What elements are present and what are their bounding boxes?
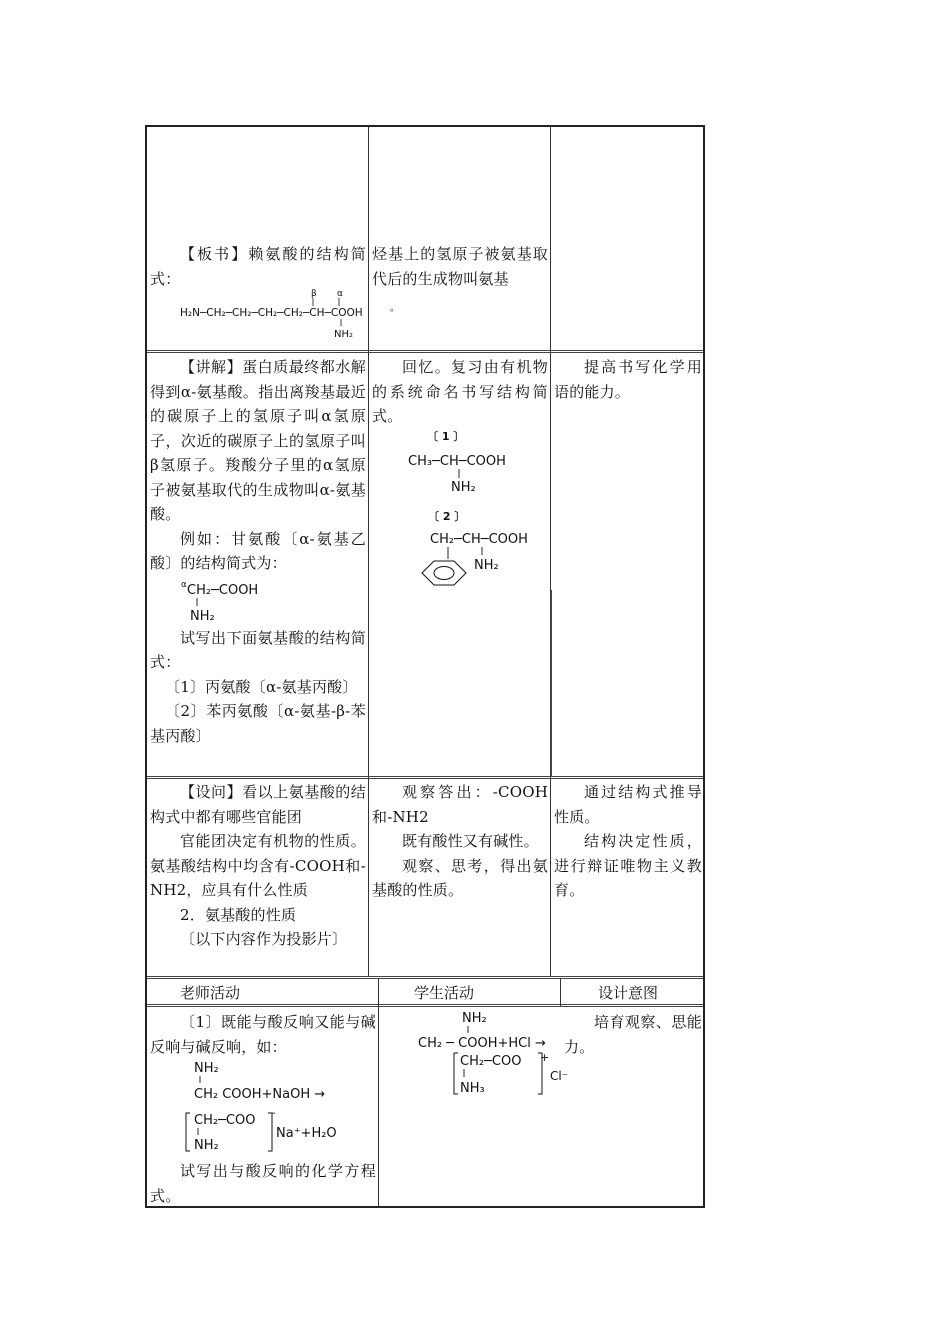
alanine-answer	[405, 428, 545, 498]
lysine-formula: H₂N─CH₂─CH₂─CH₂─CH₂─CH─COOH	[180, 307, 363, 319]
functional-group-properties: 官能团决定有机物的性质。氨基酸结构中均含有-COOH和-NH2，应具有什么性质	[150, 832, 366, 899]
glycine-formula: CH₂─COOH	[187, 583, 259, 598]
lysine-period: 。	[390, 303, 400, 314]
question-functional-groups: 【设问】看以上氨基酸的结构式中都有哪些官能团	[150, 783, 366, 826]
row2-student-cell	[372, 355, 548, 429]
intent-observation: 培育观察、思能力。	[564, 1013, 702, 1056]
projection-note: 〔以下内容作为投影片〕	[180, 930, 348, 948]
phenylalanine-nh2: NH₂	[474, 558, 499, 573]
row2-teacher-cell	[150, 355, 366, 748]
student-observation: 观察答出：-COOH和-NH2	[372, 783, 548, 826]
glycine-nh2: NH₂	[190, 609, 215, 624]
benzene-ring-icon	[422, 561, 466, 585]
bracket-left	[454, 1053, 458, 1094]
section-amino-acid-properties: 2．氨基酸的性质	[180, 905, 297, 924]
alpha-label: α	[337, 289, 343, 299]
row-divider	[147, 776, 703, 779]
row1-student-cell	[372, 242, 548, 291]
row2-intent-cell	[554, 355, 702, 404]
acid-reaction-prompt: 试写出与酸反响的化学方程式。	[150, 1162, 376, 1205]
board-note-lysine: 【板书】赖氨酸的结构简式：	[150, 245, 366, 288]
student-review: 回忆。复习由有机物的系统命名书写结构简式。	[372, 358, 548, 425]
exercise-alanine: 〔1〕丙氨酸〔α-氨基丙酸〕	[165, 677, 358, 696]
hcl-top-nh2: NH₂	[462, 1011, 487, 1026]
glycine-example: 例如：甘氨酸〔α-氨基乙酸〕的结构简式为：	[150, 529, 366, 572]
intent-dialectical: 结构决定性质，进行辩证唯物主义教育。	[554, 832, 702, 899]
glycine-structure	[180, 578, 290, 624]
column-divider	[560, 978, 561, 1006]
row1-teacher-cell	[150, 242, 366, 291]
row3-intent-cell	[554, 780, 702, 903]
bracket-left	[186, 1113, 190, 1151]
intent-chemical-language: 提高书写化学用语的能力。	[554, 358, 702, 401]
alanine-nh2: NH₂	[451, 480, 476, 495]
beta-label: β	[311, 289, 317, 299]
row-divider	[147, 1004, 703, 1007]
row-divider	[147, 976, 703, 979]
naoh-salt-nh2: NH₂	[194, 1138, 219, 1153]
naoh-reaction	[180, 1058, 370, 1158]
chloride-ion: Cl⁻	[550, 1069, 569, 1083]
hcl-salt: CH₂─COO	[460, 1054, 522, 1069]
naoh-products: Na⁺+H₂O	[276, 1126, 337, 1141]
row4-teacher-cell	[150, 1010, 376, 1059]
row-divider	[147, 350, 703, 353]
column-divider	[368, 127, 369, 976]
hcl-charge: +	[540, 1051, 550, 1064]
exercise-phenylalanine: 〔2〕苯丙氨酸〔α-氨基-β-苯基丙酸〕	[150, 702, 366, 745]
header-teacher: 老师活动	[180, 984, 241, 1002]
row3-teacher-cell	[150, 780, 366, 952]
exercise-prompt: 试写出下面氨基酸的结构简式：	[150, 628, 366, 671]
row4-intent-cell	[564, 1010, 702, 1059]
lysine-nh2: NH₂	[334, 329, 354, 340]
column-divider-accent	[550, 590, 552, 776]
student-acid-base: 既有酸性又有碱性。	[402, 832, 539, 850]
row4-teacher-cell-bottom	[150, 1159, 376, 1208]
phenylalanine-formula: CH₂─CH─COOH	[430, 532, 528, 547]
naoh-charge: -	[272, 1108, 276, 1119]
student-definition: 烃基上的氢原子被氨基取代后的生成物叫氨基	[372, 245, 548, 288]
glycine-alpha: α	[181, 580, 187, 590]
row3-student-cell	[372, 780, 548, 903]
answer-2-label: 〔 2 〕	[428, 510, 466, 523]
answer-1-label: 〔 1 〕	[427, 430, 465, 443]
naoh-top-nh2: NH₂	[194, 1061, 219, 1076]
hcl-reaction	[412, 1008, 582, 1098]
student-conclusion: 观察、思考，得出氨基酸的性质。	[372, 856, 548, 899]
phenylalanine-answer	[408, 507, 556, 593]
alanine-formula: CH₃─CH─COOH	[408, 454, 506, 469]
naoh-equation: CH₂ COOH+NaOH →	[194, 1087, 326, 1102]
hcl-equation: CH₂ ─ COOH+HCl →	[418, 1036, 546, 1051]
benzene-ring-circle	[434, 567, 454, 580]
hcl-salt-nh3: NH₃	[460, 1081, 485, 1096]
lecture-alpha-amino-acid: 【讲解】蛋白质最终都水解得到α-氨基酸。指出离羧基最近的碳原子上的氢原子叫α氢原子，次近的碳原子上的氢原子叫β氢原子。羧酸分子里的α氢原子被氨基取代的生成物叫α-氨基酸。	[150, 358, 366, 523]
header-intent: 设计意图	[598, 984, 659, 1002]
header-student: 学生活动	[414, 984, 475, 1002]
column-divider	[378, 978, 379, 1206]
amphoteric-statement: 〔1〕既能与酸反响又能与碱反响与碱反响，如：	[150, 1013, 376, 1056]
intent-derive-properties: 通过结构式推导性质。	[554, 783, 702, 826]
lysine-structure	[180, 287, 400, 339]
naoh-salt: CH₂─COO	[194, 1113, 256, 1128]
